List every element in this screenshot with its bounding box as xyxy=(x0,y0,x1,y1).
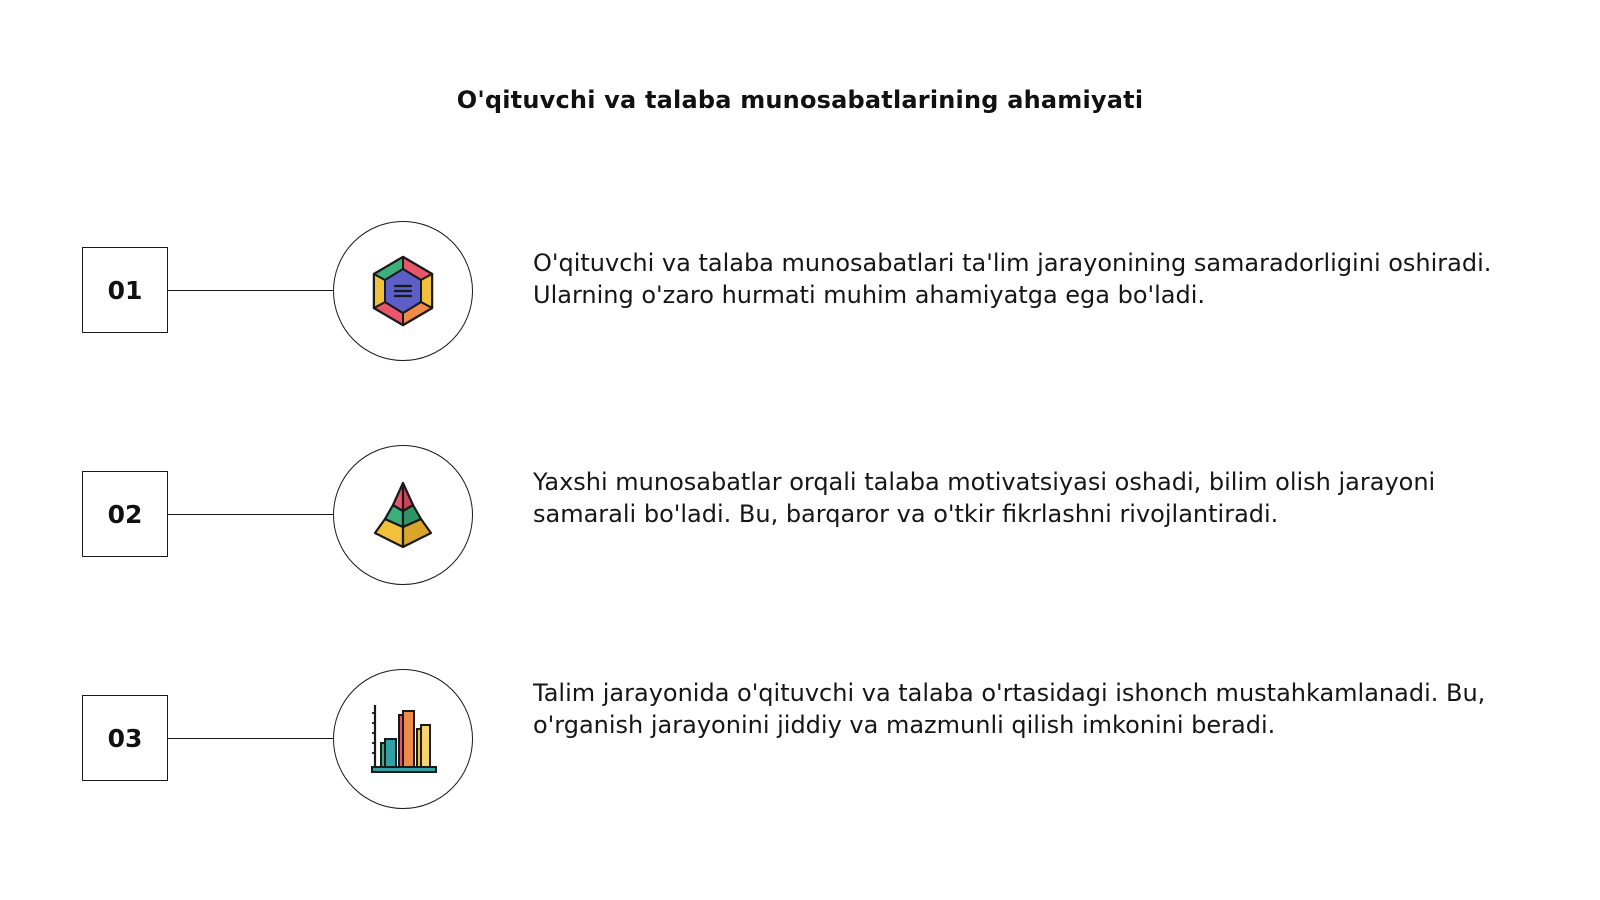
pyramid-icon xyxy=(363,475,443,555)
step-3 xyxy=(0,669,1600,809)
hexagon-icon xyxy=(363,251,443,331)
connector-line xyxy=(168,514,333,515)
step-description: O'qituvchi va talaba munosabatlari ta'lim jarayonining samaradorligini oshiradi. Ularning o'zaro hurmati muhim ahamiyatga ega bo'ladi. xyxy=(533,249,1492,309)
step-number-box xyxy=(82,695,168,781)
icon-circle xyxy=(333,669,473,809)
step-number: 03 xyxy=(107,723,143,753)
step-number-box xyxy=(82,471,168,557)
step-number: 02 xyxy=(107,499,143,529)
page-title: O'qituvchi va talaba munosabatlarining ahamiyati xyxy=(456,86,1144,114)
step-1 xyxy=(0,221,1600,361)
step-description: Talim jarayonida o'qituvchi va talaba o'rtasidagi ishonch mustahkamlanadi. Bu, o'rganish jarayonini jiddiy va mazmunli qilish imkonini beradi. xyxy=(533,679,1486,739)
connector-line xyxy=(168,738,333,739)
step-description: Yaxshi munosabatlar orqali talaba motivatsiyasi oshadi, bilim olish jarayoni samarali bo'ladi. Bu, barqaror va o'tkir fikrlashni rivojlantiradi. xyxy=(533,468,1436,528)
connector-line xyxy=(168,290,333,291)
icon-circle xyxy=(333,445,473,585)
step-number-box xyxy=(82,247,168,333)
step-2 xyxy=(0,445,1600,585)
icon-circle xyxy=(333,221,473,361)
bar-chart-icon xyxy=(363,699,443,779)
step-number: 01 xyxy=(107,275,143,305)
